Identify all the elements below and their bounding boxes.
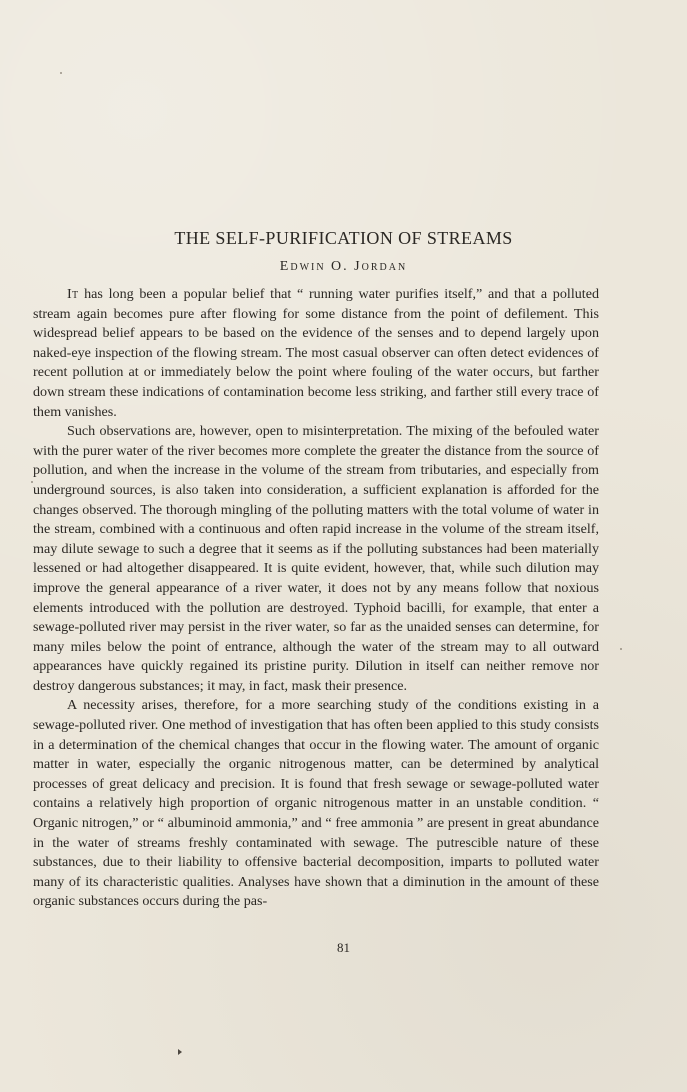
article-title: THE SELF-PURIFICATION OF STREAMS: [174, 228, 513, 248]
paper-speck-top: [60, 72, 62, 74]
page-number: 81: [337, 940, 350, 955]
paragraph-1-first-word: It: [67, 286, 79, 302]
paragraph-2: Such observations are, however, open to misinterpretation. The mixing of the befouled water with the purer water of the river becomes more complete the greater the distance from the source of pollution, and when the increase in the volume of the stream from tributaries, and especially from underground sources, is also taken into consideration, a sufficient explanation is afforded for the changes observed. The thorough mingling of the polluting matters with the total volume of water in the stream, combined with a continuous and often rapid increase in the volume of the stream itself, may dilute sewage to such a degree that it seems as if the polluting substances had been materially lessened or had altogether disappeared. It is quite evident, however, that, while such dilution may improve the general appearance of a river water, it does not by any means follow that noxious elements introduced with the pollution are destroyed. Typhoid bacilli, for example, that enter a sewage-polluted river may persist in the river water, so far as the unaided senses can determine, for many miles below the point of entrance, although the water of the stream may to all outward appearances have quickly regained its pristine purity. Dilution in itself can neither remove nor destroy dangerous substances; it may, in fact, mask their presence.: [33, 423, 599, 694]
paper-speck-right: [620, 648, 622, 650]
paper-speck-left: [31, 481, 33, 483]
paragraph-3: A necessity arises, therefore, for a more searching study of the conditions existing in a sewage-polluted river. One method of investigation that has often been applied to this study consists in a determination of the chemical changes that occur in the flowing water. The amount of organic matter in water, especially the organic nitrogenous matter, can be determined by analytical processes of great delicacy and precision. It is found that fresh sewage or sewage-polluted water contains a relatively high proportion of organic nitrogenous matter in an unstable condition. “ Organic nitrogen,” or “ albuminoid ammonia,” and “ free ammonia ” are present in great abundance in the water of streams freshly contaminated with sewage. The putrescible nature of these substances, due to their liability to offensive bacterial decomposition, imparts to polluted water many of its characteristic qualities. Analyses have shown that a diminution in the amount of these organic substances occurs during the pas-: [33, 697, 599, 910]
article-author: Edwin O. Jordan: [279, 259, 408, 274]
bottom-mark: [178, 1049, 182, 1055]
article-body: [33, 285, 599, 912]
paragraph-1: [33, 285, 599, 422]
paragraph-1-text: has long been a popular belief that “ running water purifies itself,” and that a polluted stream again becomes pure after flowing for some distance from the point of defilement. This widespread belief appears to be based on the evidence of the senses and to depend largely upon naked-eye inspection of the flowing stream. The most casual observer can often detect evidences of recent pollution at or immediately below the point where fouling of the water occurs, but farther down stream these indications of contamination become less striking, and farther still every trace of them vanishes.: [33, 286, 599, 420]
